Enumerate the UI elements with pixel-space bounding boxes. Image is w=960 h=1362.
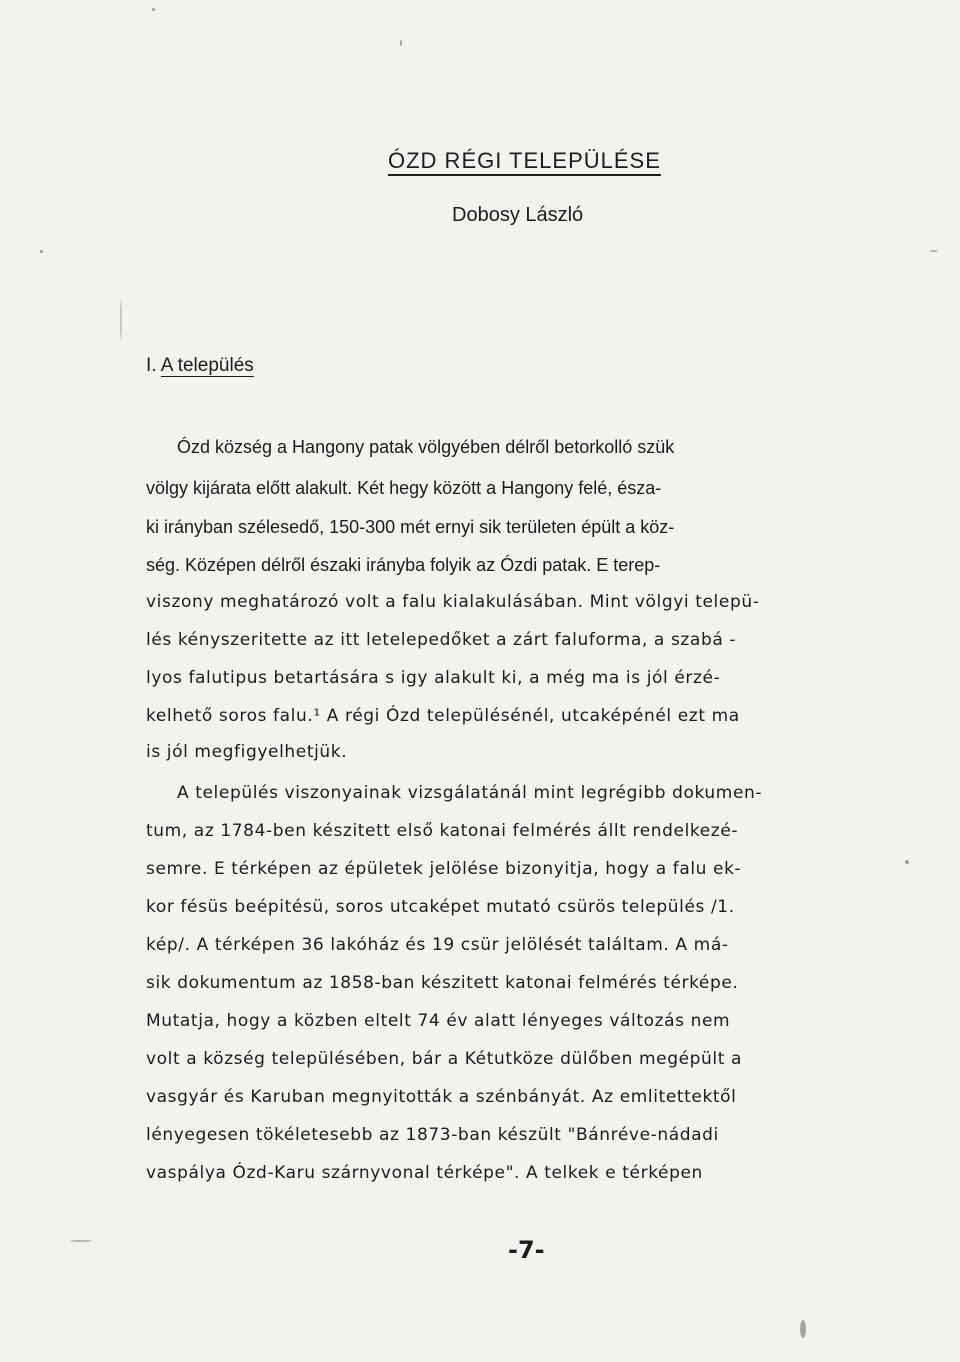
scan-speck xyxy=(800,1320,806,1338)
text-line-20: vaspálya Ózd-Karu szárnyvonal térképe". A telkek e térképen xyxy=(146,1163,703,1183)
author-name: Dobosy László xyxy=(452,204,584,226)
text-line-18: vasgyár és Karuban megnyitották a szénbányát. Az emlitettektől xyxy=(146,1087,737,1107)
text-line-9: is jól megfigyelhetjük. xyxy=(146,742,348,762)
section-number: I. xyxy=(146,355,157,376)
text-line-2: völgy kijárata előtt alakult. Két hegy között a Hangony felé, észa- xyxy=(146,478,662,498)
text-line-4: ség. Középen délről északi irányba folyik az Ózdi patak. E terep- xyxy=(146,555,661,575)
text-line-5: viszony meghatározó volt a falu kialakulásában. Mint völgyi telepü- xyxy=(146,592,760,612)
page-number: -7- xyxy=(508,1236,545,1264)
text-line-3: ki irányban szélesedő, 150-300 mét ernyi sik területen épült a köz- xyxy=(146,517,675,537)
scan-speck xyxy=(152,8,155,11)
scan-speck xyxy=(120,300,122,340)
text-line-8: kelhető soros falu.¹ A régi Ózd településénél, utcaképénél ezt ma xyxy=(146,706,740,726)
text-line-12: semre. E térképen az épületek jelölése bizonyitja, hogy a falu ek- xyxy=(146,859,742,879)
text-line-14: kép/. A térképen 36 lakóház és 19 csür jelölését találtam. A má- xyxy=(146,935,729,955)
text-line-10: A település viszonyainak vizsgálatánál mint legrégibb dokumen- xyxy=(177,783,763,803)
scan-speck xyxy=(40,250,43,253)
text-line-16: Mutatja, hogy a közben eltelt 74 év alatt lényeges változás nem xyxy=(146,1011,731,1031)
text-line-7: lyos falutipus betartására s igy alakult ki, a még ma is jól érzé- xyxy=(146,668,721,688)
text-line-15: sik dokumentum az 1858-ban készitett katonai felmérés térképe. xyxy=(146,973,739,993)
scan-speck xyxy=(905,860,909,864)
text-line-13: kor fésüs beépitésü, soros utcaképet mutató csürös település /1. xyxy=(146,897,735,917)
section-title: A település xyxy=(160,355,254,376)
scan-speck xyxy=(70,1240,92,1242)
text-line-19: lényegesen tökéletesebb az 1873-ban készült "Bánréve-nádadi xyxy=(146,1125,719,1145)
text-line-6: lés kényszeritette az itt letelepedőket a zárt faluforma, a szabá - xyxy=(146,630,737,650)
text-line-1: Ózd község a Hangony patak völgyében délről betorkolló szük xyxy=(177,437,675,457)
text-line-17: volt a község településében, bár a Kétutköze dülőben megépült a xyxy=(146,1049,743,1069)
page-title: ÓZD RÉGI TELEPÜLÉSE xyxy=(388,148,661,173)
section-heading xyxy=(146,355,254,377)
text-line-11: tum, az 1784-ben készitett első katonai felmérés állt rendelkezé- xyxy=(146,821,739,841)
scan-speck xyxy=(400,40,402,46)
scan-speck xyxy=(930,250,938,252)
